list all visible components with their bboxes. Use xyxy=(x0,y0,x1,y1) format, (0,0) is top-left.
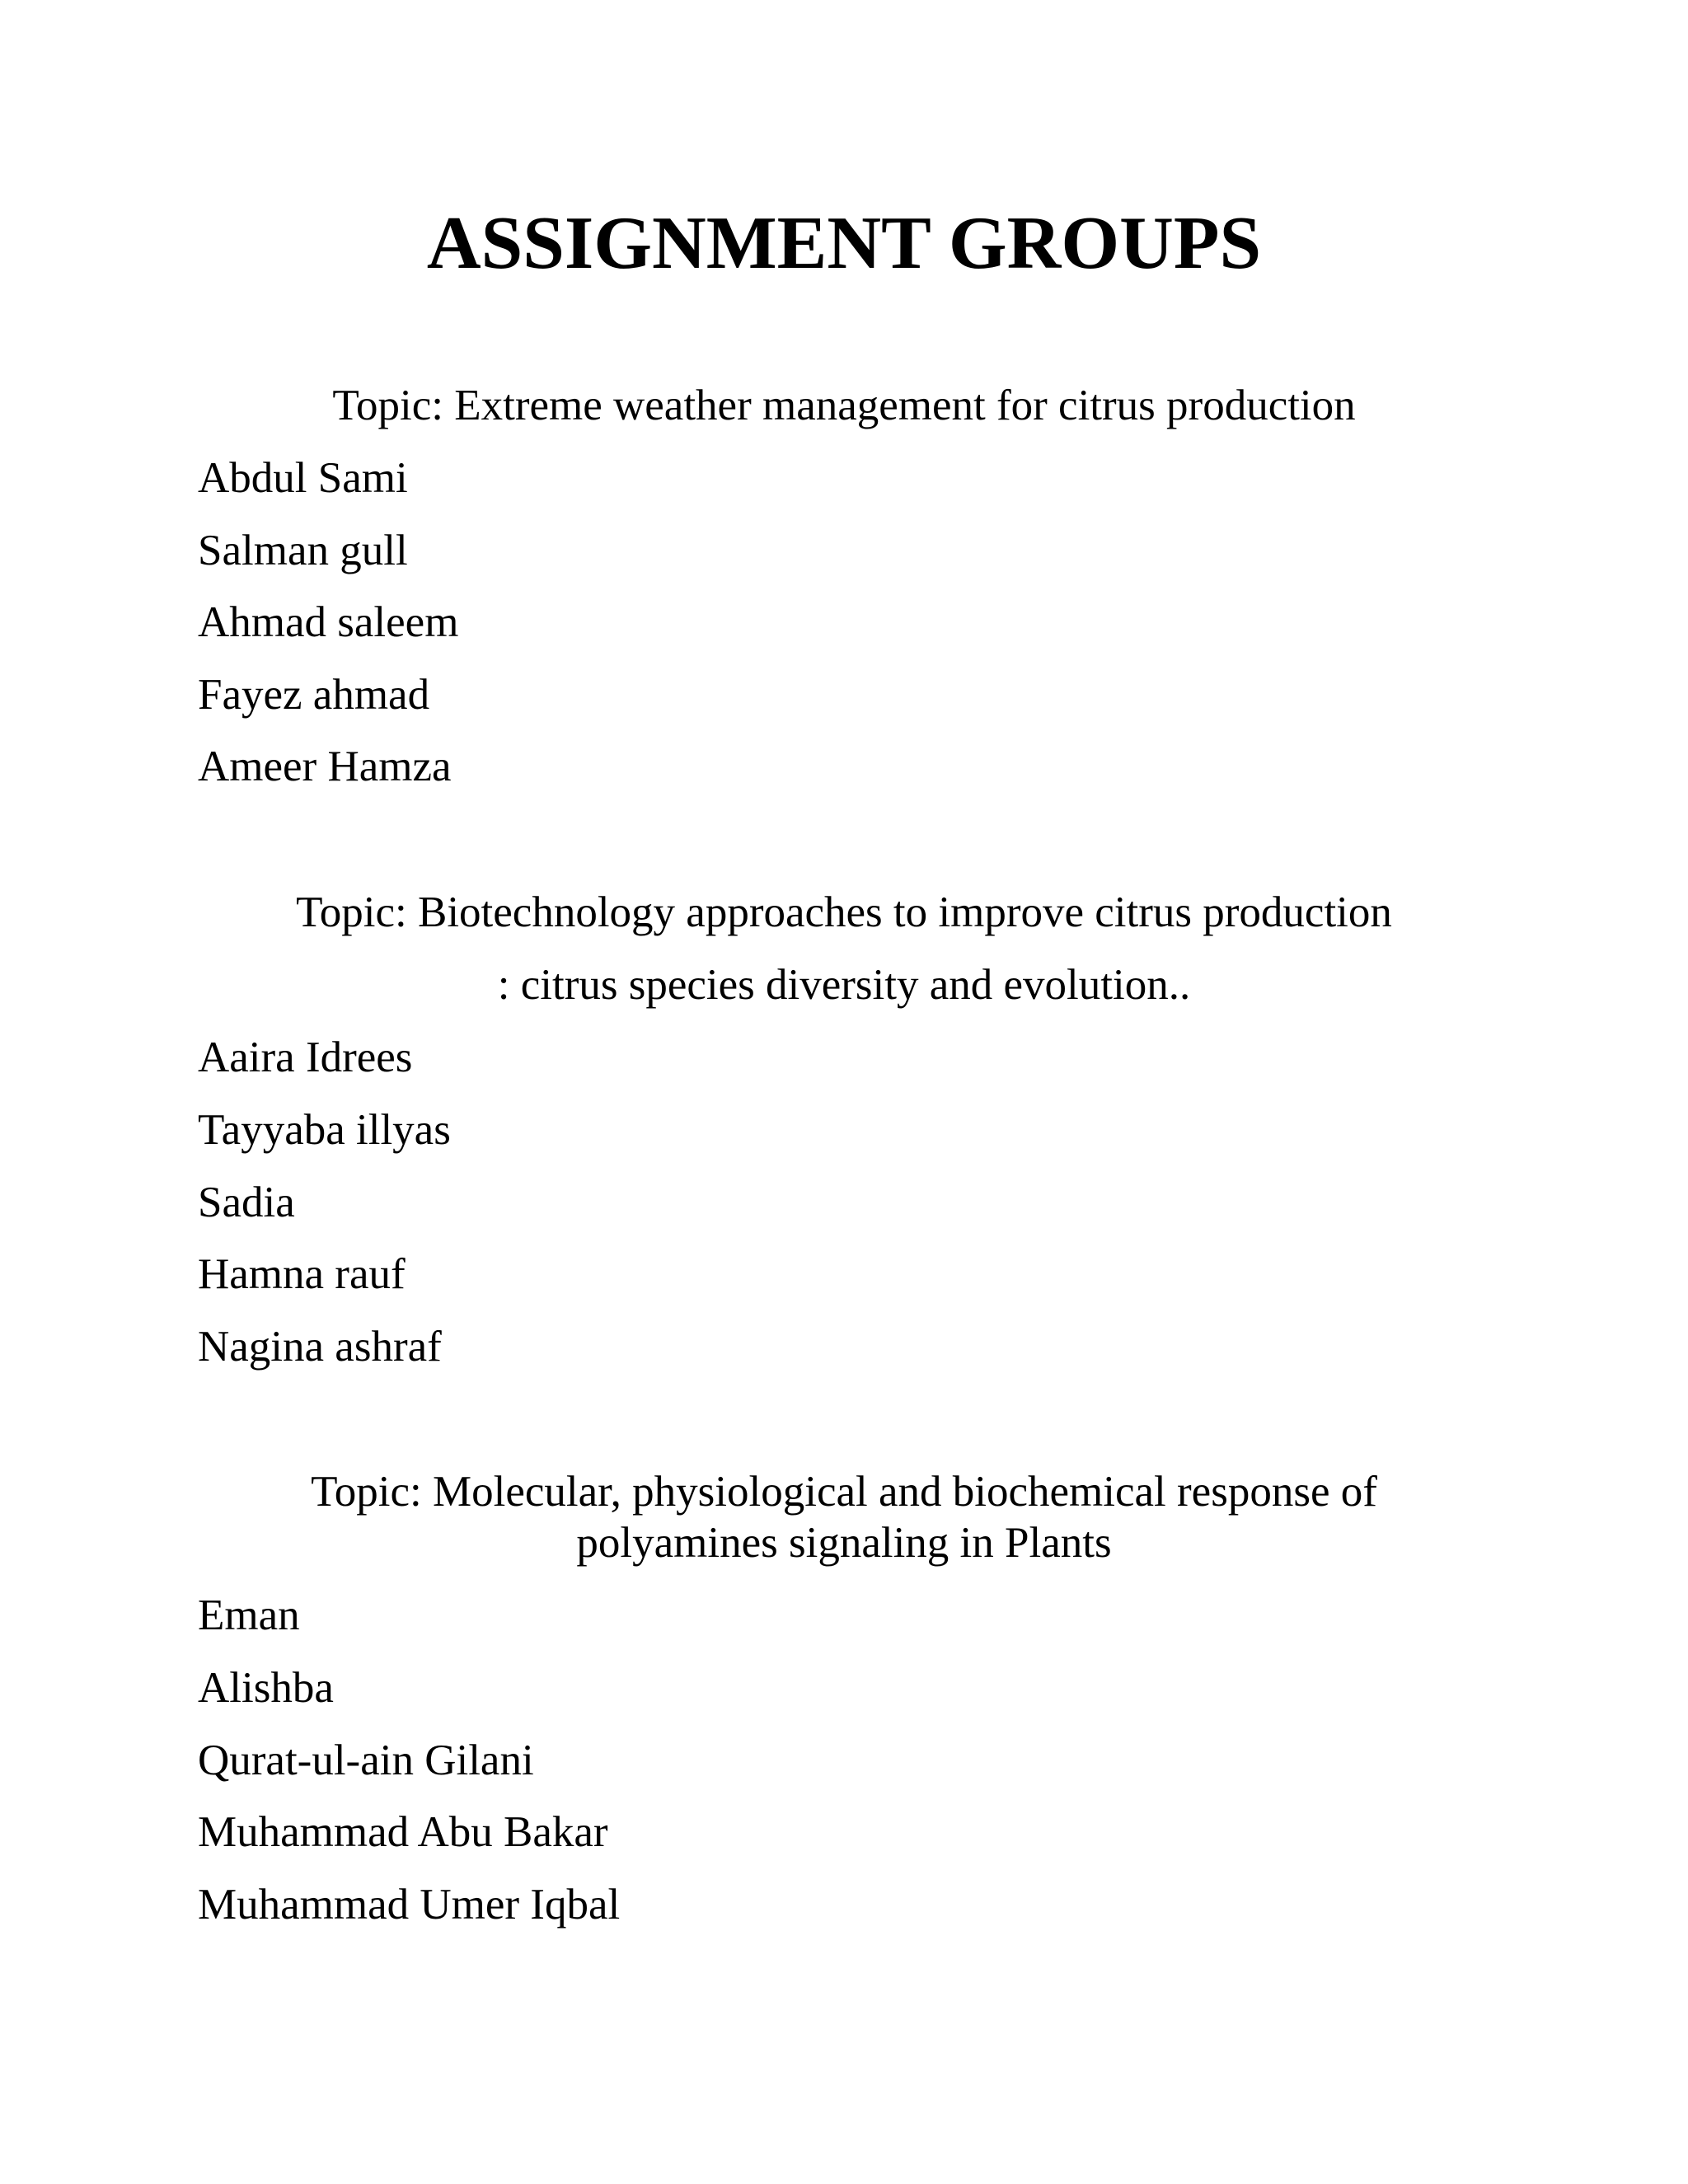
group-3-member: Qurat-ul-ain Gilani xyxy=(198,1736,534,1784)
group-2-member: Sadia xyxy=(198,1179,295,1226)
group-2-member: Tayyaba illyas xyxy=(198,1106,451,1154)
group-2-member: Nagina ashraf xyxy=(198,1323,442,1371)
group-1-member: Abdul Sami xyxy=(198,454,408,502)
group-1-member: Fayez ahmad xyxy=(198,671,430,719)
group-2-topic: Topic: Biotechnology approaches to improve citrus production xyxy=(296,888,1392,936)
page-title: ASSIGNMENT GROUPS xyxy=(426,201,1262,284)
group-3-member: Muhammad Abu Bakar xyxy=(198,1808,608,1856)
group-2-member: Aaira Idrees xyxy=(198,1033,413,1081)
group-3-topic: Topic: Molecular, physiological and biochemical response of xyxy=(311,1468,1377,1516)
group-3-member: Alishba xyxy=(198,1664,334,1712)
group-3-topic-subline: polyamines signaling in Plants xyxy=(576,1519,1112,1567)
group-1-member: Ahmad saleem xyxy=(198,598,459,646)
group-1-topic: Topic: Extreme weather management for citrus production xyxy=(332,382,1356,429)
group-3-member: Eman xyxy=(198,1591,300,1639)
group-1-member: Ameer Hamza xyxy=(198,743,452,790)
group-2-member: Hamna rauf xyxy=(198,1250,406,1298)
group-1-member: Salman gull xyxy=(198,527,408,574)
group-3-member: Muhammad Umer Iqbal xyxy=(198,1881,621,1929)
group-2-topic-subline: : citrus species diversity and evolution.. xyxy=(497,961,1191,1009)
